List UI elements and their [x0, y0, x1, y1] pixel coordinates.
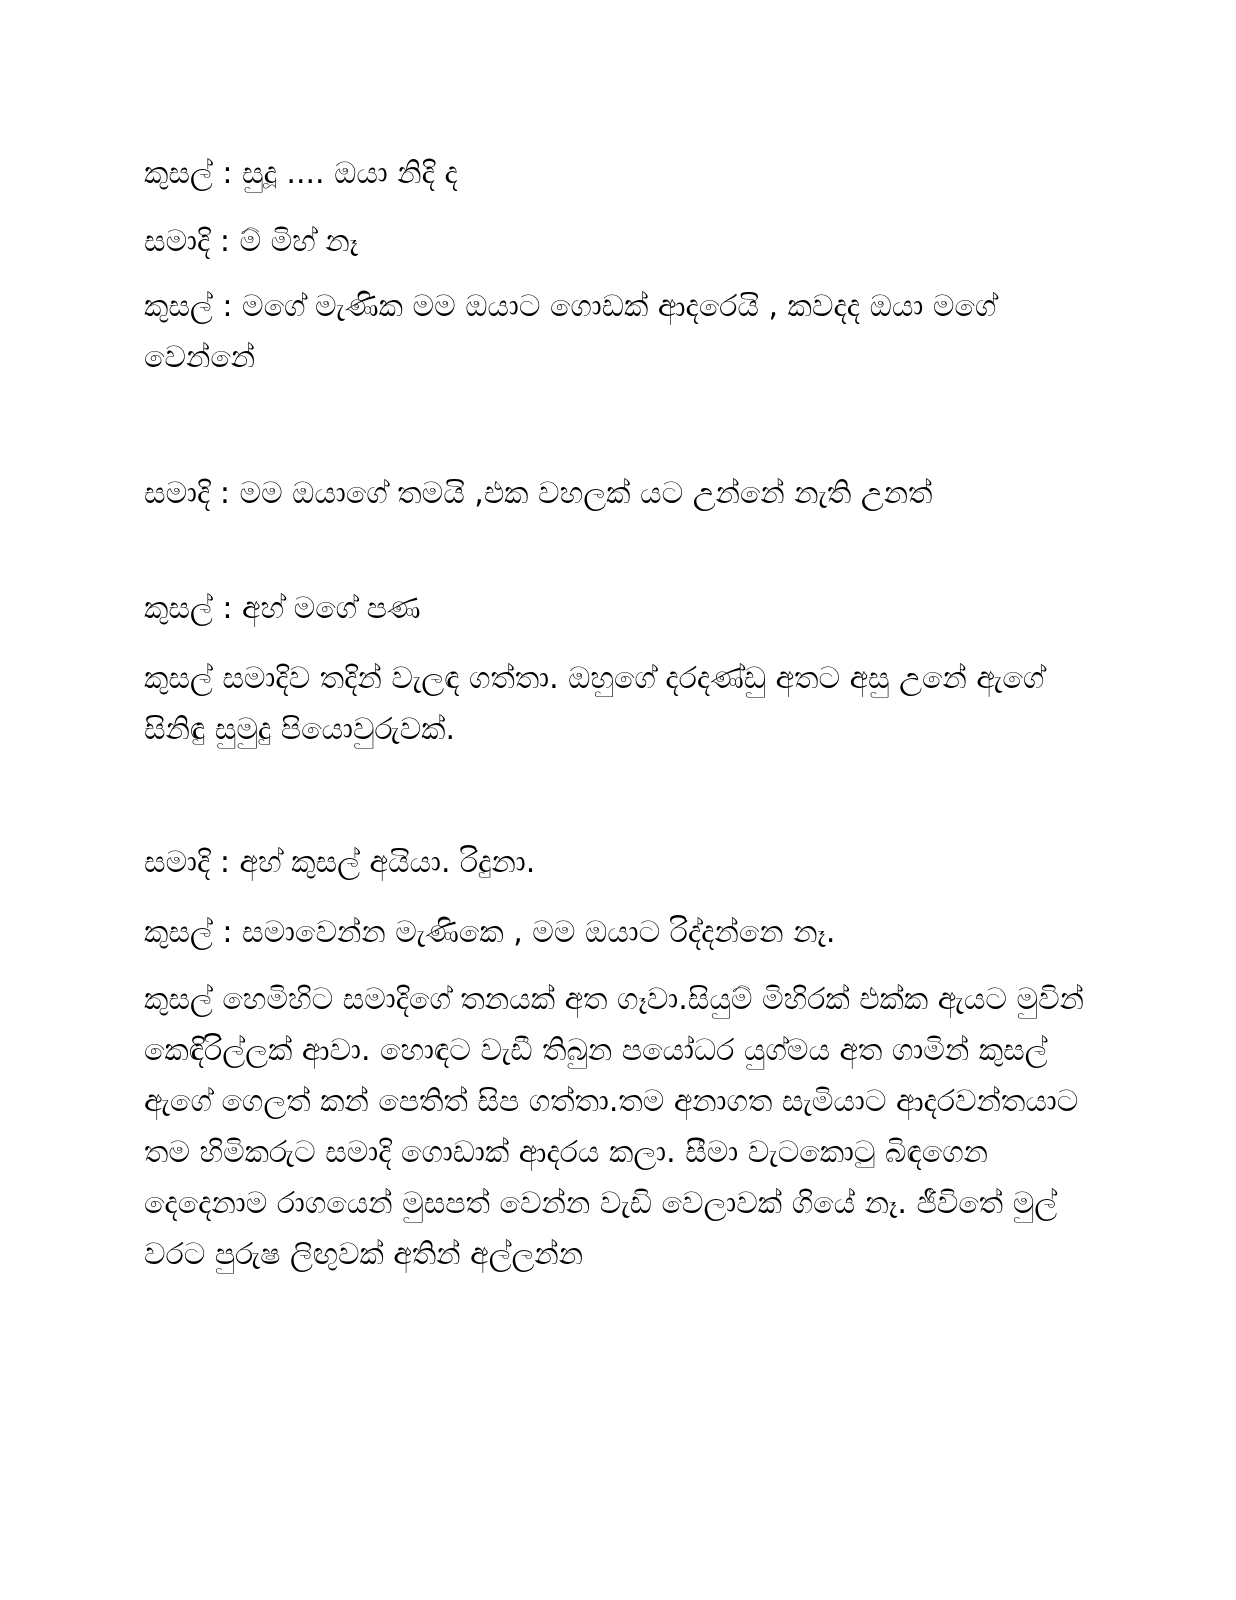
dialogue-line: කුසල් : සුදූ .... ඔයා නිදි ද — [144, 156, 458, 191]
dialogue-line: සමාදි : මම ඔයාගේ තමයි ,එක වහලක් යට උන්නේ නැති උනත් — [144, 476, 933, 511]
narration-paragraph: කුසල් හෙමිහිට සමාදිගේ තනයක් අත ගෑවා.සියුම් මිහිරක් එක්ක ඇයට මුවින් කෙඳිරිල්ලක් ආවා. හොඳට වැඩී තිබුන පයෝධර යුග්මය අත ගාමින් කුසල් ඇගේ ගෙලත් කන් පෙතිත් සිප ගත්තා.තම අනාගත සැමියාට ආදරවන්තයාට තම හිමිකරුට සමාදි ගොඩාක් ආදරය කලා. සීමා වැටකොටු බිඳගෙන දෙදෙනාම රාගයෙන් මුසපත් වෙන්න වැඩි වෙලාවක් ගියේ නෑ. ජීවිතේ මුල් වරට පුරුෂ ලිඟුවක් අතින් අල්ලන්න — [144, 982, 1085, 1272]
dialogue-line: කුසල් : සමාවෙන්න මැණිකෙ , මම ඔයාට රිද්දන්නෙ නෑ. — [144, 915, 836, 950]
dialogue-line: සමාදි : ම් මිහ් නෑ — [144, 224, 359, 259]
dialogue-line: කුසල් : අහ් මගේ පණ — [144, 591, 421, 626]
narration-paragraph: කුසල් සමාදිව තදින් වැලඳ ගත්තා. ඔහුගේ දරදණ්ඩු අතට අසු උනේ ඇගේ සිනිඳු සුමුදු පියොවුරුවක්. — [144, 661, 1045, 747]
dialogue-line: සමාදි : අහ් කුසල් අයියා. රිදුනා. — [144, 845, 536, 880]
dialogue-line: කුසල් : මගේ මැණික මම ඔයාට ගොඩක් ආදරෙයි , කවදද ඔයා මගේ වෙන්නේ — [144, 289, 997, 375]
